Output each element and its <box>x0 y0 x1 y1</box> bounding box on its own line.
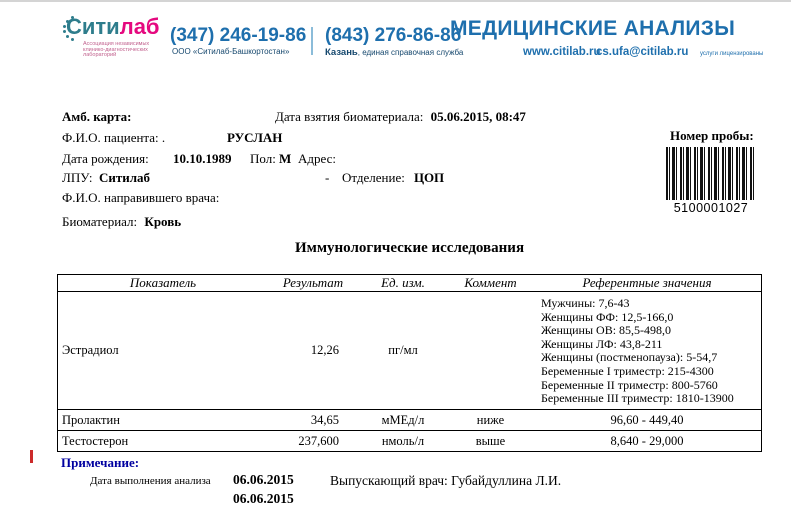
table-row <box>58 292 761 409</box>
header-main-title: МЕДИЦИНСКИЕ АНАЛИЗЫ <box>450 17 736 40</box>
sex-value: М <box>279 151 292 166</box>
indicator-result: 237,600 <box>298 433 339 448</box>
indicator-reference: 8,640 - 29,000 <box>610 433 684 448</box>
lpu-dash: - <box>325 170 330 185</box>
website-link[interactable]: www.citilab.ru <box>523 46 601 58</box>
indicator-comment: выше <box>475 433 506 448</box>
sample-number-value: 5100001027 <box>673 201 749 215</box>
analysis-date-value: 06.06.2015 <box>233 472 294 487</box>
issuing-doctor-line: Выпускающий врач: Губайдуллина Л.И. <box>330 473 562 488</box>
indicator-reference-list <box>533 292 761 409</box>
biomaterial-line <box>62 214 181 230</box>
address-label: Адрес: <box>298 151 336 166</box>
phone-number-kazan: (843) 276-86-86 <box>325 25 462 46</box>
department-value: ЦОП <box>414 170 445 185</box>
logo-tagline-line: Ассоциация независимых <box>83 41 150 47</box>
header-divider <box>311 27 313 55</box>
col-header-comment: Коммент <box>464 275 517 290</box>
barcode <box>666 147 756 200</box>
results-table-header <box>57 274 762 292</box>
indicator-reference: 96,60 - 449,40 <box>610 412 684 427</box>
reference-line: Беременные II триместр: 800-5760 <box>541 377 718 392</box>
amb-card-line <box>62 109 131 125</box>
sex-label: Пол: <box>250 151 276 166</box>
logo-wordmark-part1: Сити <box>66 14 120 39</box>
phone-kazan-label <box>325 47 463 58</box>
margin-mark <box>30 450 33 463</box>
amb-card-label: Амб. карта: <box>62 109 132 124</box>
results-table <box>57 274 762 452</box>
logo-wordmark <box>66 14 160 40</box>
reference-line: Женщины ФФ: 12,5-166,0 <box>541 309 674 324</box>
department-label: Отделение: <box>342 170 405 185</box>
indicator-unit: нмоль/л <box>381 433 425 448</box>
phone-kazan-desc: , единая справочная служба <box>357 48 464 57</box>
phone-number-ufa: (347) 246-19-86 <box>170 25 307 46</box>
fio-value: РУСЛАН <box>227 130 283 145</box>
logo-tagline-line: лабораторий <box>83 52 117 58</box>
reference-line: Беременные III триместр: 1810-13900 <box>541 391 734 406</box>
birth-value: 10.10.1989 <box>173 151 232 166</box>
reference-line: Женщины ЛФ: 43,8-211 <box>541 336 663 351</box>
lpu-value: Ситилаб <box>99 170 151 185</box>
lpu-label: ЛПУ: <box>62 170 93 185</box>
logo-wordmark-part2: лаб <box>119 14 160 39</box>
indicator-comment: ниже <box>476 412 505 427</box>
col-header-reference: Референтные значения <box>582 275 712 290</box>
results-table-body <box>57 292 762 452</box>
note-label: Примечание: <box>61 455 140 470</box>
fio-label: Ф.И.О. пациента: . <box>62 130 166 145</box>
col-header-unit: Ед. изм. <box>381 275 425 290</box>
birth-label: Дата рождения: <box>62 151 149 166</box>
reference-line: Беременные I триместр: 215-4300 <box>541 363 714 378</box>
reference-line: Женщины (постменопауза): 5-54,7 <box>541 350 718 365</box>
email-link[interactable]: cs.ufa@citilab.ru <box>596 46 689 58</box>
indicator-result: 12,26 <box>310 343 339 357</box>
section-title: Иммунологические исследования <box>294 240 525 256</box>
licensed-note: услуги лицензированы <box>700 51 764 57</box>
col-header-result: Результат <box>282 275 344 290</box>
sample-number-label: Номер пробы: <box>670 128 754 143</box>
phone-ufa-label: ООО «Ситилаб-Башкортостан» <box>172 47 290 56</box>
indicator-unit: пг/мл <box>388 343 418 357</box>
biomaterial-value: Кровь <box>144 214 182 229</box>
reference-line: Мужчины: 7,6-43 <box>541 296 630 310</box>
col-header-indicator: Показатель <box>129 275 197 290</box>
citilab-logo <box>58 14 188 64</box>
biomaterial-date-value: 05.06.2015, 08:47 <box>430 109 526 124</box>
analysis-date-label: Дата выполнения анализа <box>90 475 211 487</box>
indicator-comment <box>448 292 533 409</box>
logo-tagline-line: клинико-диагностических <box>83 46 148 53</box>
table-row <box>58 430 761 451</box>
logo-tagline <box>83 42 149 59</box>
analysis-date-value-2: 06.06.2015 <box>233 491 294 506</box>
indicator-unit: мМЕд/л <box>381 412 425 427</box>
indicator-name: Эстрадиол <box>62 343 119 357</box>
biomaterial-date-label: Дата взятия биоматериала: <box>275 109 424 124</box>
referring-doctor-label: Ф.И.О. направившего врача: <box>62 190 220 205</box>
biomaterial-label: Биоматериал: <box>62 214 138 229</box>
table-row <box>58 409 761 430</box>
indicator-name: Тестостерон <box>62 433 129 448</box>
reference-line: Женщины ОВ: 85,5-498,0 <box>541 323 672 338</box>
indicator-result: 34,65 <box>310 412 339 427</box>
biomaterial-date-line <box>275 109 526 125</box>
indicator-name: Пролактин <box>62 412 120 427</box>
phone-kazan-city: Казань <box>325 47 358 58</box>
